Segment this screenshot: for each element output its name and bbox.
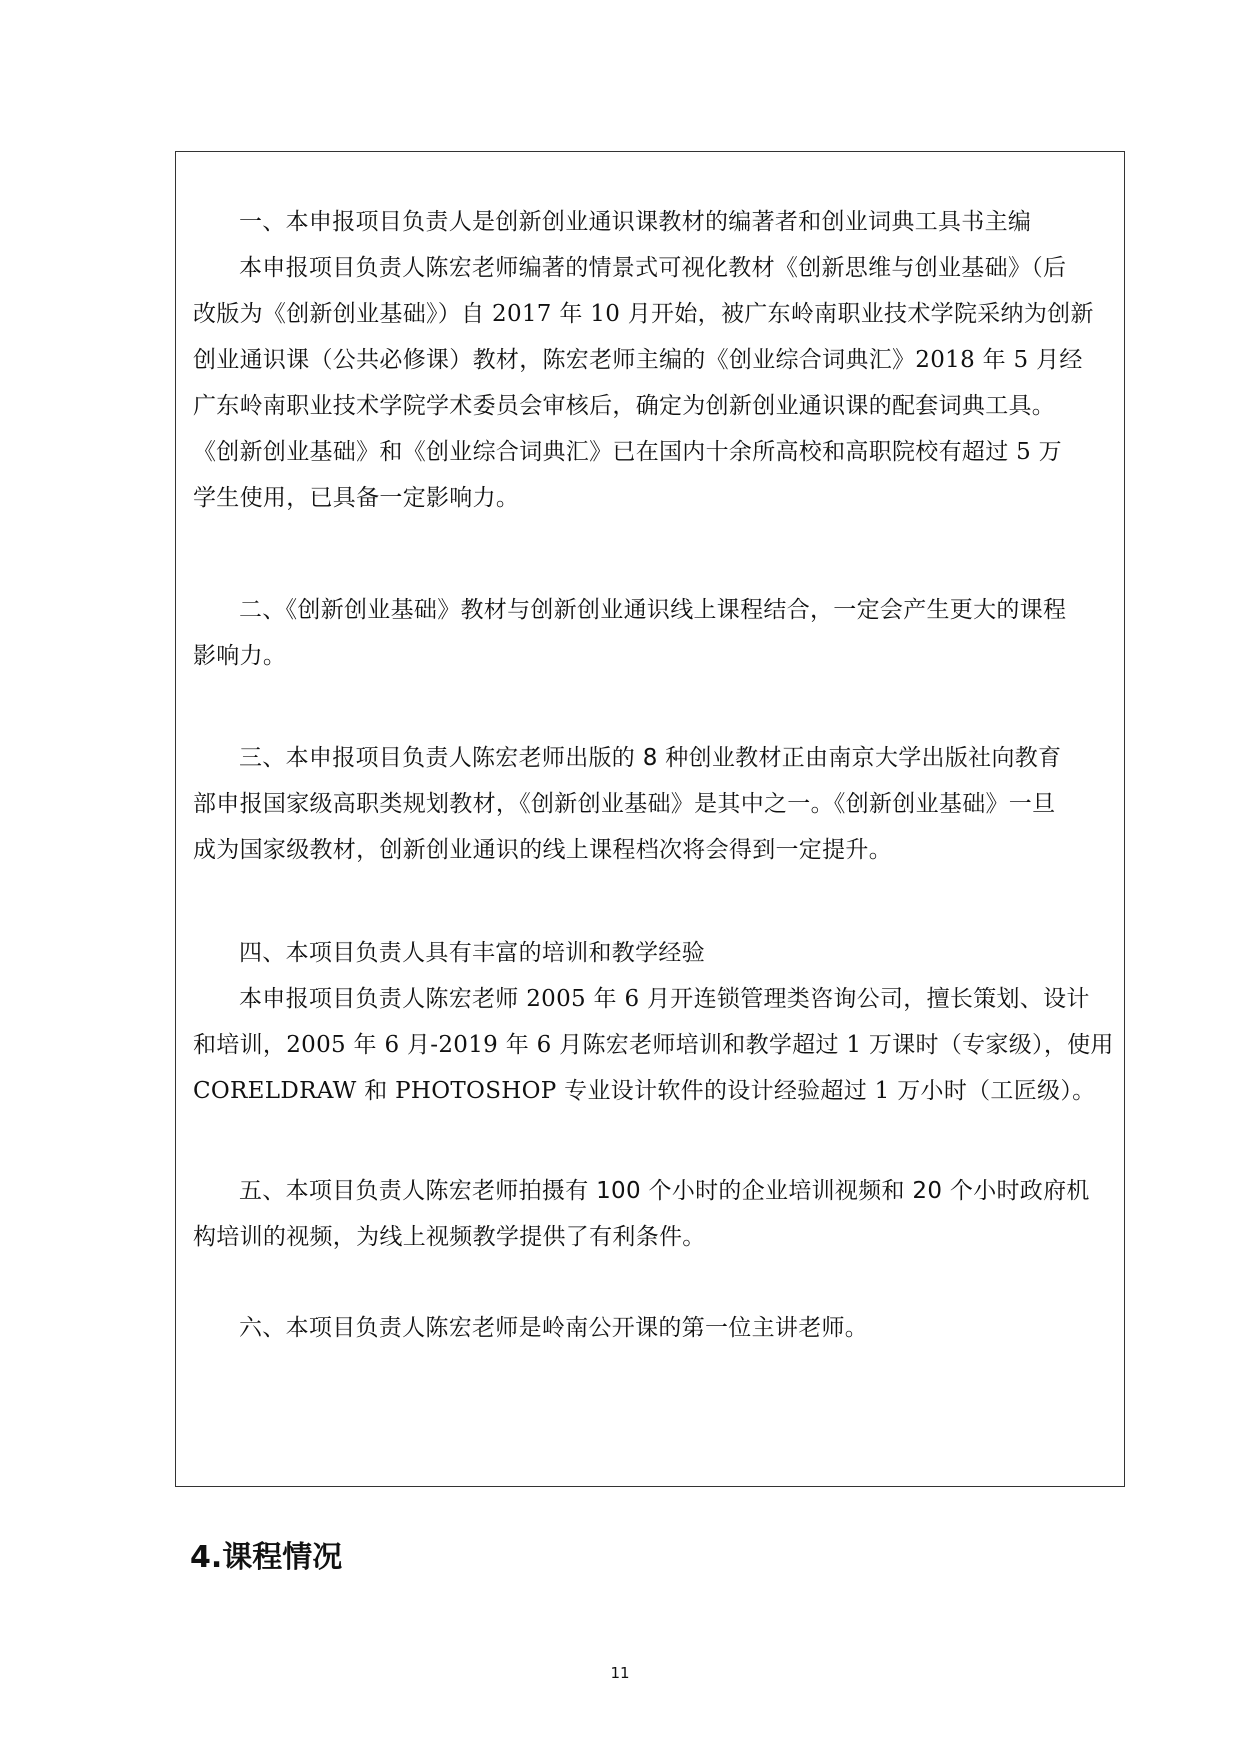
section-1-heading-text: 一、本申报项目负责人是创新创业通识课教材的编著者和创业词典工具书主编 [239, 209, 1032, 235]
section-4-body [193, 976, 1113, 1114]
section-1-body-line: 学生使用，已具备一定影响力。 [193, 485, 520, 511]
section-1-body-line: 创业通识课（公共必修课）教材，陈宏老师主编的《创业综合词典汇》2018 年 5 月经 [193, 347, 1083, 373]
section-title: 4.课程情况 [190, 1540, 343, 1575]
section-4-body-line: CORELDRAW 和 PHOTOSHOP 专业设计软件的设计经验超过 1 万小时（工匠级）。 [193, 1078, 1096, 1104]
section-5-line: 五、本项目负责人陈宏老师拍摄有 100 个小时的企业培训视频和 20 个小时政府机 [239, 1178, 1090, 1204]
section-1-body-line: 广东岭南职业技术学院学术委员会审核后，确定为创新创业通识课的配套词典工具。 [193, 393, 1056, 419]
section-4-body-line: 和培训，2005 年 6 月-2019 年 6 月陈宏老师培训和教学超过 1 万课时（专家级），使用 [193, 1032, 1114, 1058]
section-6 [193, 1305, 1113, 1351]
page-number: 11 [610, 1664, 630, 1682]
section-1-body [193, 245, 1113, 521]
section-3-line: 三、本申报项目负责人陈宏老师出版的 8 种创业教材正由南京大学出版社向教育 [239, 745, 1062, 771]
section-2-line: 影响力。 [193, 643, 287, 669]
section-5-line: 构培训的视频，为线上视频教学提供了有利条件。 [193, 1224, 706, 1250]
section-4-body-line: 本申报项目负责人陈宏老师 2005 年 6 月开连锁管理类咨询公司，擅长策划、设计 [239, 986, 1090, 1012]
section-2-line: 二、《创新创业基础》教材与创新创业通识线上课程结合，一定会产生更大的课程 [239, 597, 1067, 623]
section-3-line: 成为国家级教材，创新创业通识的线上课程档次将会得到一定提升。 [193, 837, 892, 863]
section-4-heading [193, 930, 1113, 976]
section-3-line: 部申报国家级高职类规划教材，《创新创业基础》是其中之一。《创新创业基础》一旦 [193, 791, 1056, 817]
section-1-body-line: 本申报项目负责人陈宏老师编著的情景式可视化教材《创新思维与创业基础》（后 [239, 255, 1067, 281]
section-2 [193, 587, 1113, 679]
section-6-line: 六、本项目负责人陈宏老师是岭南公开课的第一位主讲老师。 [239, 1315, 869, 1341]
section-3 [193, 735, 1113, 873]
section-1-body-line: 《创新创业基础》和《创业综合词典汇》已在国内十余所高校和高职院校有超过 5 万 [193, 439, 1062, 465]
section-5 [193, 1168, 1113, 1260]
section-1-heading [193, 199, 1113, 245]
section-1-body-line: 改版为《创新创业基础》）自 2017 年 10 月开始，被广东岭南职业技术学院采纳为创新 [193, 301, 1094, 327]
section-4-heading-text: 四、本项目负责人具有丰富的培训和教学经验 [239, 940, 705, 966]
